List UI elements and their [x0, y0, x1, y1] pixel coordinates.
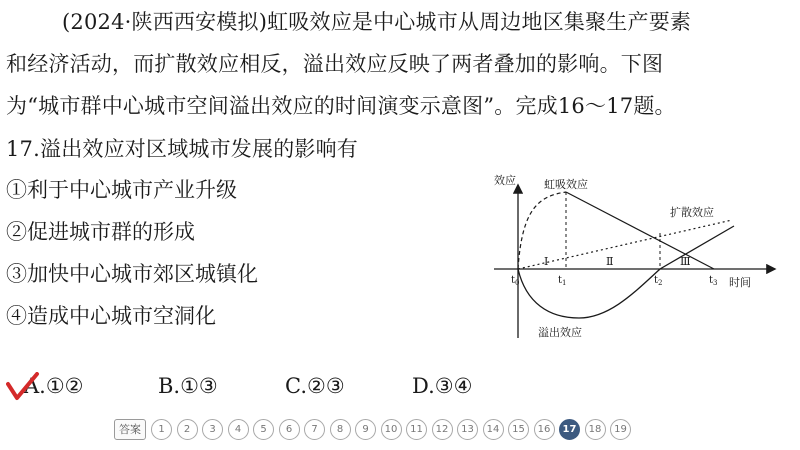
question-number-8[interactable]: 8 — [330, 419, 351, 440]
question-number-12[interactable]: 12 — [432, 419, 453, 440]
question-number-16[interactable]: 16 — [534, 419, 555, 440]
choice-c[interactable]: C.②③ — [285, 374, 345, 398]
question-number-6[interactable]: 6 — [279, 419, 300, 440]
question-number-3[interactable]: 3 — [202, 419, 223, 440]
stage-2-label: Ⅱ — [606, 255, 614, 268]
stage-1-label: Ⅰ — [544, 255, 549, 268]
question-number-10[interactable]: 10 — [381, 419, 402, 440]
question-number-4[interactable]: 4 — [228, 419, 249, 440]
question-number-11[interactable]: 11 — [406, 419, 427, 440]
tick-t2: $t_2$ — [654, 275, 663, 287]
siphon-curve — [518, 192, 566, 269]
question-intro-line-3: 为“城市群中心城市空间溢出效应的时间演变示意图”。完成16～17题。 — [6, 94, 676, 118]
question-number-19[interactable]: 19 — [610, 419, 631, 440]
tick-t1: $t_1$ — [558, 275, 567, 287]
question-number-2[interactable]: 2 — [177, 419, 198, 440]
question-stem: 17.溢出效应对区域城市发展的影响有 — [6, 137, 358, 161]
spillover-diagram — [484, 168, 784, 348]
question-number-7[interactable]: 7 — [304, 419, 325, 440]
question-number-1[interactable]: 1 — [151, 419, 172, 440]
tick-t0: $t_0$ — [511, 275, 520, 287]
question-number-13[interactable]: 13 — [457, 419, 478, 440]
y-axis-label: 效应 — [494, 174, 516, 187]
statement-1: ①利于中心城市产业升级 — [6, 178, 237, 202]
choice-d[interactable]: D.③④ — [412, 374, 473, 398]
question-intro-line-2: 和经济活动，而扩散效应相反，溢出效应反映了两者叠加的影响。下图 — [6, 52, 664, 76]
x-axis-label: 时间 — [729, 276, 751, 289]
diffusion-label: 扩散效应 — [670, 206, 714, 219]
siphon-label: 虹吸效应 — [544, 178, 588, 191]
choice-a[interactable]: A.①② — [24, 374, 84, 398]
question-intro-line-1: (2024·陕西西安模拟)虹吸效应是中心城市从周边地区集聚生产要素 — [62, 10, 692, 34]
tick-t3: $t_3$ — [709, 275, 718, 287]
statement-3: ③加快中心城市郊区城镇化 — [6, 262, 258, 286]
question-number-5[interactable]: 5 — [253, 419, 274, 440]
statement-4: ④造成中心城市空洞化 — [6, 304, 216, 328]
siphon-decline-line — [566, 192, 714, 269]
question-number-18[interactable]: 18 — [585, 419, 606, 440]
question-number-17[interactable]: 17 — [559, 419, 580, 440]
spillover-curve — [518, 226, 734, 318]
statement-2: ②促进城市群的形成 — [6, 220, 195, 244]
answer-choices — [0, 374, 800, 406]
question-number-15[interactable]: 15 — [508, 419, 529, 440]
check-mark-icon — [6, 372, 40, 402]
spillover-label: 溢出效应 — [538, 326, 582, 339]
question-number-9[interactable]: 9 — [355, 419, 376, 440]
question-number-14[interactable]: 14 — [483, 419, 504, 440]
choice-b[interactable]: B.①③ — [158, 374, 218, 398]
stage-3-label: Ⅲ — [680, 255, 691, 268]
answer-label-button[interactable]: 答案 — [114, 419, 146, 440]
